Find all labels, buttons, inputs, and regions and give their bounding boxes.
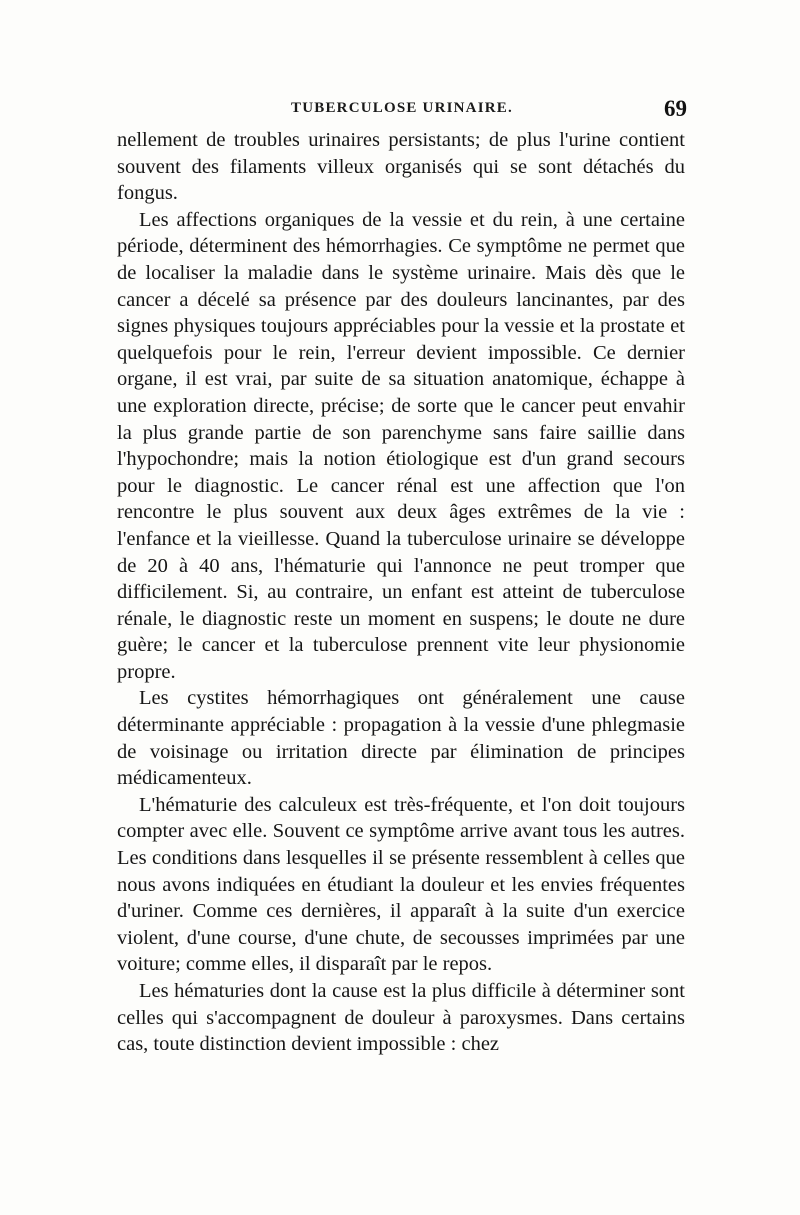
- paragraph: nellement de troubles urinaires persistants; de plus l'urine contient souvent des filaments villeux organisés qui se sont détachés du fongus.: [117, 129, 685, 205]
- paragraph: Les cystites hémorrhagiques ont généralement une cause déterminante appréciable : propagation à la vessie d'une phlegmasie de voisinage ou irritation directe par élimination de principes médicamenteux.: [117, 687, 685, 790]
- page-header: [117, 96, 687, 126]
- paragraph: L'hématurie des calculeux est très-fréquente, et l'on doit toujours compter avec elle. Souvent ce symptôme arrive avant tous les autres. Les conditions dans lesquelles il se présente ressemblent à celles que nous avons indiquées en étudiant la douleur et les envies fréquentes d'uriner. Comme ces dernières, il apparaît à la suite d'un exercice violent, d'une course, d'une chute, de secousses imprimées par une voiture; comme elles, il disparaît par le repos.: [117, 793, 685, 976]
- running-title: TUBERCULOSE URINAIRE.: [291, 100, 513, 116]
- body-text: [117, 127, 685, 1058]
- paragraph: Les affections organiques de la vessie et du rein, à une certaine période, déterminent des hémorrhagies. Ce symptôme ne permet que de localiser la maladie dans le système urinaire. Mais dès que le cancer a décelé sa présence par des douleurs lancinantes, par des signes physiques toujours appréciables pour la vessie et la prostate et quelquefois pour le rein, l'erreur devient impossible. Ce dernier organe, il est vrai, par suite de sa situation anatomique, échappe à une exploration directe, précise; de sorte que le cancer peut envahir la plus grande partie de son parenchyme sans faire saillie dans l'hypochondre; mais la notion étiologique est d'un grand secours pour le diagnostic. Le cancer rénal est une affection que l'on rencontre le plus souvent aux deux âges extrêmes de la vie : l'enfance et la vieillesse. Quand la tuberculose urinaire se développe de 20 à 40 ans, l'hématurie qui l'annonce ne peut tromper que difficilement. Si, au contraire, un enfant est atteint de tuberculose rénale, le diagnostic reste un moment en suspens; le doute ne dure guère; le cancer et la tuberculose prennent vite leur physionomie propre.: [117, 208, 685, 683]
- paragraph: Les hématuries dont la cause est la plus difficile à déterminer sont celles qui s'accompagnent de douleur à paroxysmes. Dans certains cas, toute distinction devient impossible : chez: [117, 980, 685, 1056]
- page-number: 69: [664, 96, 687, 121]
